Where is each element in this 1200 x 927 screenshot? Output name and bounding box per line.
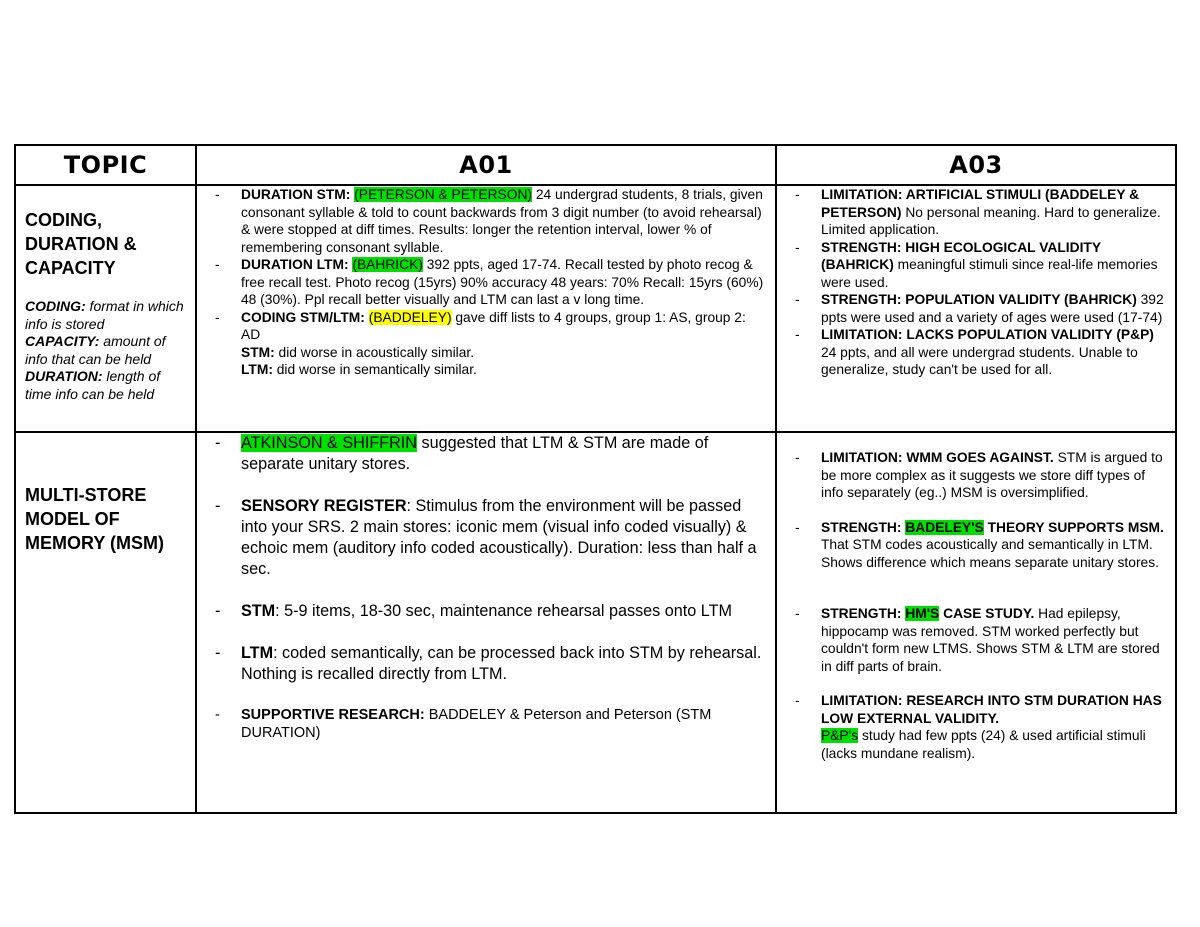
def-term: CODING: — [25, 298, 86, 314]
list-item: - SUPPORTIVE RESEARCH: BADDELEY & Peterson and Peterson (STM DURATION) — [215, 707, 712, 741]
list-item: - STRENGTH: HIGH ECOLOGICAL VALIDITY (BAHRICK) meaningful stimuli since real-life memories were used. — [795, 239, 1158, 290]
list-item: - LTM: coded semantically, can be processed back into STM by rehearsal. Nothing is recalled directly from LTM. — [215, 644, 762, 683]
header-a01: A01 — [196, 145, 776, 185]
list-item: - LIMITATION: ARTIFICIAL STIMULI (BADDELEY & PETERSON) No personal meaning. Hard to generalize. Limited application. — [795, 187, 1161, 237]
def-text: format in which info is stored — [25, 298, 184, 332]
highlight: (BADDELEY) — [368, 309, 452, 325]
topic-title: CODING, DURATION & CAPACITY — [25, 210, 137, 278]
list-item: - CODING STM/LTM: (BADDELEY) gave diff lists to 4 groups, group 1: AS, group 2: AD STM: did worse in acoustically similar. LTM: did worse in semantically similar. — [215, 309, 746, 377]
a01-cell-msm — [196, 432, 776, 813]
highlight: (BAHRICK) — [352, 257, 423, 272]
header-row — [15, 145, 1176, 185]
def-term: DURATION: — [25, 368, 103, 384]
highlight: BADELEY'S — [905, 519, 984, 535]
list-item: - STM: 5-9 items, 18-30 sec, maintenance rehearsal passes onto LTM — [215, 602, 732, 620]
header-a03: A03 — [776, 145, 1176, 185]
highlight: ATKINSON & SHIFFRIN — [241, 434, 417, 452]
def-text: length of time info can be held — [25, 368, 161, 402]
list-item: - LIMITATION: RESEARCH INTO STM DURATION HAS LOW EXTERNAL VALIDITY. P&P's study had few ppts (24) & used artificial stimuli (lacks mundane realism). — [795, 693, 1162, 761]
topic-definitions — [25, 298, 189, 403]
list-item: - SENSORY REGISTER: Stimulus from the environment will be passed into your SRS. 2 main stores: iconic mem (visual info coded visually) & echoic mem (auditory info coded acoustically). Duration: less than half a sec. — [215, 497, 757, 578]
highlight: P&P's — [821, 728, 859, 743]
a03-list — [777, 433, 1175, 762]
a01-list — [197, 186, 775, 379]
a03-list — [777, 186, 1175, 379]
topic-title: MULTI-STORE MODEL OF MEMORY (MSM) — [25, 485, 164, 553]
revision-table — [14, 144, 1177, 814]
list-item: - STRENGTH: HM'S CASE STUDY. Had epilepsy, hippocamp was removed. STM worked perfectly but couldn't form new LTMS. Shows STM & LTM are stored in diff parts of brain. — [795, 606, 1160, 674]
topic-cell-coding — [15, 185, 196, 432]
a03-cell-coding — [776, 185, 1176, 432]
list-item: - STRENGTH: BADELEY'S THEORY SUPPORTS MSM. That STM codes acoustically and semantically in LTM. Shows difference which means separate unitary stores. — [795, 519, 1164, 570]
topic-cell-msm — [15, 432, 196, 813]
list-item: - ATKINSON & SHIFFRIN suggested that LTM & STM are made of separate unitary stores. — [215, 434, 709, 473]
header-topic: TOPIC — [15, 145, 196, 185]
table-row — [15, 185, 1176, 432]
highlight: (PETERSON & PETERSON) — [354, 187, 533, 202]
list-item: - STRENGTH: POPULATION VALIDITY (BAHRICK) 392 ppts were used and a variety of ages were used (17-74) — [795, 292, 1164, 325]
table-row — [15, 432, 1176, 813]
def-text: amount of info that can be held — [25, 333, 166, 367]
list-item: - DURATION LTM: (BAHRICK) 392 ppts, aged 17-74. Recall tested by photo recog & free recall test. Photo recog (15yrs) 90% accuracy 48 years: 70% Recall: 15yrs (60%) 48 (30%). Ppl recall better visually and LTM can last a v long time. — [215, 257, 764, 307]
list-item: - LIMITATION: WMM GOES AGAINST. STM is argued to be more complex as it suggests we store diff types of info separately (eg..) MSM is oversimplified. — [795, 450, 1163, 500]
list-item: - LIMITATION: LACKS POPULATION VALIDITY (P&P) 24 ppts, and all were undergrad students. Unable to generalize, study can't be used for all. — [795, 327, 1154, 377]
list-item: - DURATION STM: (PETERSON & PETERSON) 24 undergrad students, 8 trials, given consonant syllable & told to count backwards from 3 digit number (to avoid rehearsal) & were stopped at diff times. Results: longer the retention interval, lower % of remembering consonant syllable. — [215, 187, 763, 255]
highlight: HM'S — [905, 606, 940, 621]
a01-list — [197, 433, 775, 742]
a01-cell-coding — [196, 185, 776, 432]
def-term: CAPACITY: — [25, 333, 100, 349]
a03-cell-msm — [776, 432, 1176, 813]
